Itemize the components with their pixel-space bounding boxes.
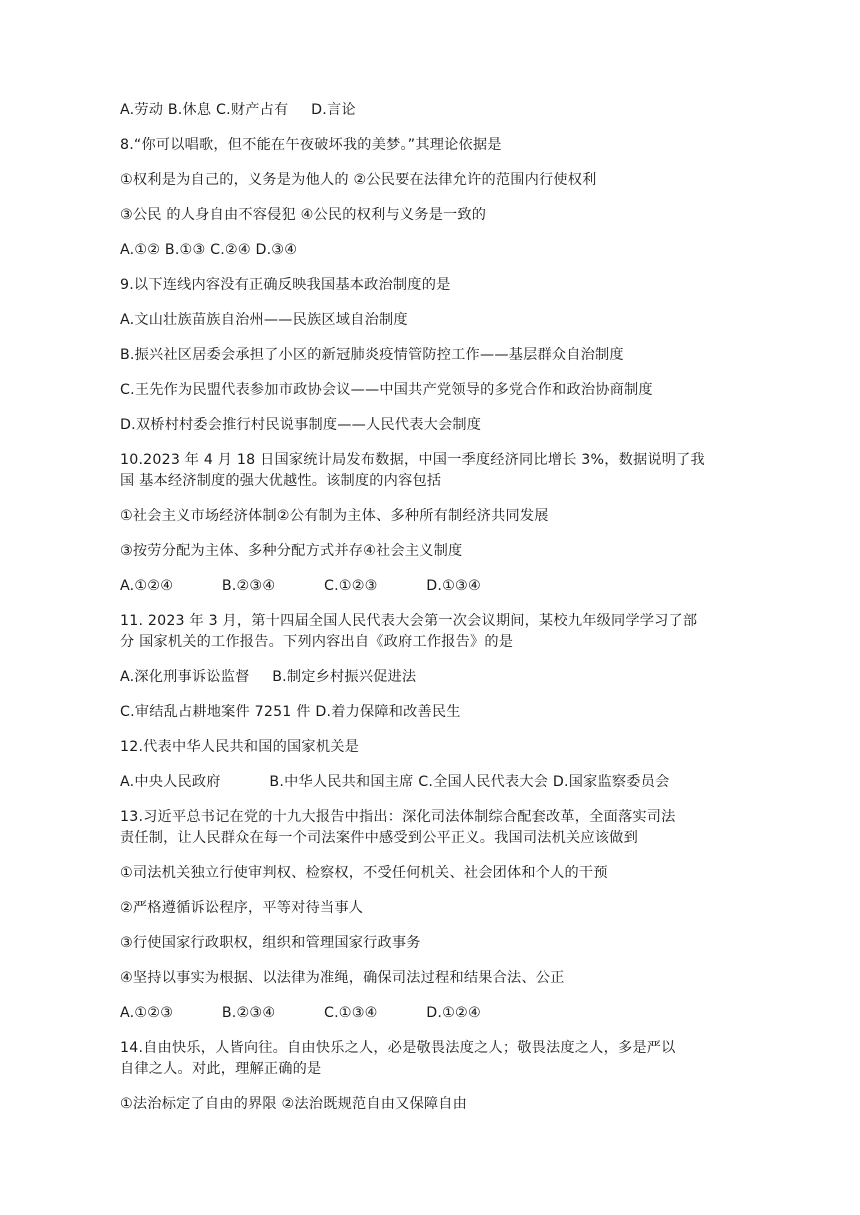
- q12-option-a: A.中央人民政府: [120, 774, 221, 790]
- q13-option-c: C.①③④: [323, 1005, 378, 1021]
- q7-option-c: C.财产占有: [216, 102, 289, 118]
- q7-option-d: D.言论: [311, 102, 356, 118]
- q14-stem-line-2: 自律之人。对此，理解正确的是: [120, 1061, 322, 1077]
- q7-option-a: A.劳动: [120, 102, 164, 118]
- q11-stem-line-2: 分 国家机关的工作报告。下列内容出自《政府工作报告》的是: [120, 634, 514, 650]
- q10-statement-1: ①社会主义市场经济体制②公有制为主体、多种所有制经济共同发展: [120, 508, 549, 524]
- q12-option-d: D.国家监察委员会: [552, 774, 670, 790]
- q11-option-d: D.着力保障和改善民生: [315, 704, 461, 720]
- q13-statement-1: ①司法机关独立行使审判权、检察权，不受任何机关、社会团体和个人的干预: [120, 865, 608, 881]
- q12-options: [120, 772, 669, 792]
- q13-option-a: A.①②③: [120, 1005, 174, 1021]
- q12-stem: 12.代表中华人民共和国的国家机关是: [120, 739, 359, 755]
- q13-option-d: D.①②④: [426, 1005, 481, 1021]
- q8-statement-2: ③公民 的人身自由不容侵犯 ④公民的权利与义务是一致的: [120, 207, 487, 223]
- q10-option-a: A.①②④: [120, 578, 174, 594]
- q9-stem: 9.以下连线内容没有正确反映我国基本政治制度的是: [120, 277, 451, 293]
- q11-options-row-2: [120, 702, 461, 722]
- q10-options: [120, 576, 481, 596]
- q13-stem-line-2: 责任制，让人民群众在每一个司法案件中感受到公平正义。我国司法机关应该做到: [120, 830, 638, 846]
- q13-options: [120, 1003, 481, 1023]
- q11-stem-line-1: 11. 2023 年 3 月，第十四届全国人民代表大会第一次会议期间，某校九年级同学学习了部: [120, 613, 698, 629]
- q10-stem-line-1: 10.2023 年 4 月 18 日国家统计局发布数据，中国一季度经济同比增长 3%，数据说明了我: [120, 452, 705, 468]
- q8-statement-1: ①权利是为自己的，义务是为他人的 ②公民要在法律允许的范围内行使权利: [120, 172, 597, 188]
- q7-options: [120, 100, 356, 120]
- q10-option-d: D.①③④: [426, 578, 481, 594]
- q14-stem-line-1: 14.自由快乐，人皆向往。自由快乐之人，必是敬畏法度之人；敬畏法度之人，多是严以: [120, 1040, 676, 1056]
- q11-option-b: B.制定乡村振兴促进法: [272, 669, 417, 685]
- q9-option-a: A.文山壮族苗族自治州——民族区域自治制度: [120, 312, 408, 328]
- q14-statement-1: ①法治标定了自由的界限 ②法治既规范自由又保障自由: [120, 1096, 468, 1112]
- q13-statement-4: ④坚持以事实为根据、以法律为准绳，确保司法过程和结果合法、公正: [120, 970, 565, 986]
- q13-statement-2: ②严格遵循诉讼程序，平等对待当事人: [120, 900, 364, 916]
- q9-option-c: C.王先作为民盟代表参加市政协会议——中国共产党领导的多党合作和政治协商制度: [120, 382, 653, 398]
- q10-statement-2: ③按劳分配为主体、多种分配方式并存④社会主义制度: [120, 543, 463, 559]
- q10-option-c: C.①②③: [323, 578, 378, 594]
- q11-option-c: C.审结乱占耕地案件 7251 件: [120, 704, 311, 720]
- q10-option-b: B.②③④: [221, 578, 276, 594]
- q13-stem-line-1: 13.习近平总书记在党的十九大报告中指出：深化司法体制综合配套改革，全面落实司法: [120, 809, 676, 825]
- q11-options-row-1: [120, 667, 416, 687]
- q10-stem-line-2: 国 基本经济制度的强大优越性。该制度的内容包括: [120, 473, 442, 489]
- q12-option-b: B.中华人民共和国主席: [269, 774, 414, 790]
- q7-option-b: B.休息: [167, 102, 212, 118]
- q11-option-a: A.深化刑事诉讼监督: [120, 669, 250, 685]
- q12-option-c: C.全国人民代表大会: [418, 774, 549, 790]
- q9-option-d: D.双桥村村委会推行村民说事制度——人民代表大会制度: [120, 417, 482, 433]
- q8-stem: 8.“你可以唱歌，但不能在午夜破坏我的美梦。”其理论依据是: [120, 137, 502, 153]
- q8-options: A.①② B.①③ C.②④ D.③④: [120, 242, 298, 258]
- q9-option-b: B.振兴社区居委会承担了小区的新冠肺炎疫情管防控工作——基层群众自治制度: [120, 347, 624, 363]
- q13-option-b: B.②③④: [221, 1005, 276, 1021]
- q13-statement-3: ③行使国家行政职权，组织和管理国家行政事务: [120, 935, 421, 951]
